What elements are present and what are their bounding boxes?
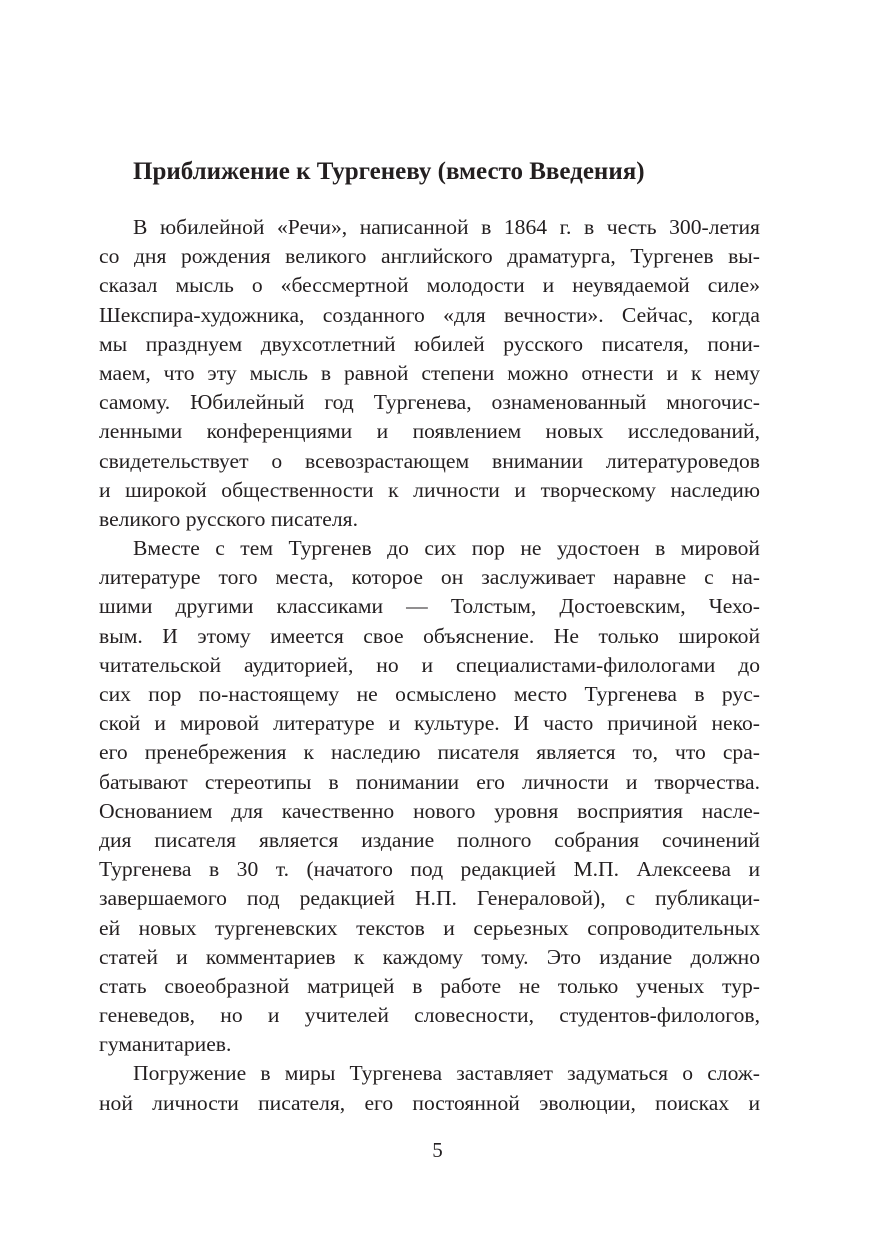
text-line: Тургенева в 30 т. (начатого под редакцией М.П. Алексеева и — [99, 857, 760, 882]
text-line: Основанием для качественно нового уровня восприятия насле- — [99, 798, 760, 823]
text-line: сказал мысль о «бессмертной молодости и неувядаемой силе» — [99, 273, 760, 298]
text-line: батывают стереотипы в понимании его личности и творчества. — [99, 769, 760, 794]
text-line: великого русского писателя. — [99, 506, 358, 531]
text-line: Шекспира-художника, созданного «для вечности». Сейчас, когда — [99, 302, 760, 327]
text-line: мы празднуем двухсотлетний юбилей русского писателя, пони- — [99, 331, 760, 356]
text-line: со дня рождения великого английского драматурга, Тургенев вы- — [99, 244, 760, 269]
text-line: завершаемого под редакцией Н.П. Генераловой), с публикаци- — [99, 886, 760, 911]
text-line: самому. Юбилейный год Тургенева, ознаменованный многочис- — [99, 390, 760, 415]
text-line: гуманитариев. — [99, 1032, 232, 1057]
paragraph-3 — [99, 1059, 760, 1117]
text-line: дия писателя является издание полного собрания сочинений — [99, 827, 760, 852]
text-line: ей новых тургеневских текстов и серьезных сопроводительных — [99, 915, 760, 940]
text-line: литературе того места, которое он заслуживает наравне с на- — [99, 565, 760, 590]
text-line: ленными конференциями и появлением новых исследований, — [99, 419, 760, 444]
text-line: свидетельствует о всевозрастающем внимании литературоведов — [99, 448, 760, 473]
page-number: 5 — [432, 1138, 443, 1162]
text-line: статей и комментариев к каждому тому. Это издание должно — [99, 944, 760, 969]
text-line: ной личности писателя, его постоянной эволюции, поисках и — [99, 1090, 760, 1115]
text-line: его пренебрежения к наследию писателя является то, что сра- — [99, 740, 760, 765]
text-line: сих пор по-настоящему не осмыслено место Тургенева в рус- — [99, 682, 760, 706]
text-line: ской и мировой литературе и культуре. И часто причиной неко- — [99, 711, 760, 736]
text-line: стать своеобразной матрицей в работе не только ученых тур- — [99, 973, 760, 998]
paragraph-2 — [99, 534, 760, 1059]
paragraph-1 — [99, 213, 760, 534]
text-line: шими другими классиками — Толстым, Достоевским, Чехо- — [99, 594, 760, 619]
text-line: геневедов, но и учителей словесности, студентов-филологов, — [99, 1003, 760, 1028]
text-line: Погружение в миры Тургенева заставляет задуматься о слож- — [133, 1061, 760, 1086]
body-text — [99, 213, 760, 1118]
text-line: В юбилейной «Речи», написанной в 1864 г. в честь 300-летия — [133, 215, 760, 239]
text-line: Вместе с тем Тургенев до сих пор не удостоен в мировой — [133, 536, 760, 561]
text-line: читательской аудиторией, но и специалистами-филологами до — [99, 652, 760, 677]
text-line: вым. И этому имеется свое объяснение. Не только широкой — [99, 623, 760, 648]
text-line: и широкой общественности к личности и творческому наследию — [99, 477, 760, 502]
chapter-heading: Приближение к Тургеневу (вместо Введения) — [133, 158, 645, 185]
text-line: маем, что эту мысль в равной степени можно отнести и к нему — [99, 360, 760, 385]
